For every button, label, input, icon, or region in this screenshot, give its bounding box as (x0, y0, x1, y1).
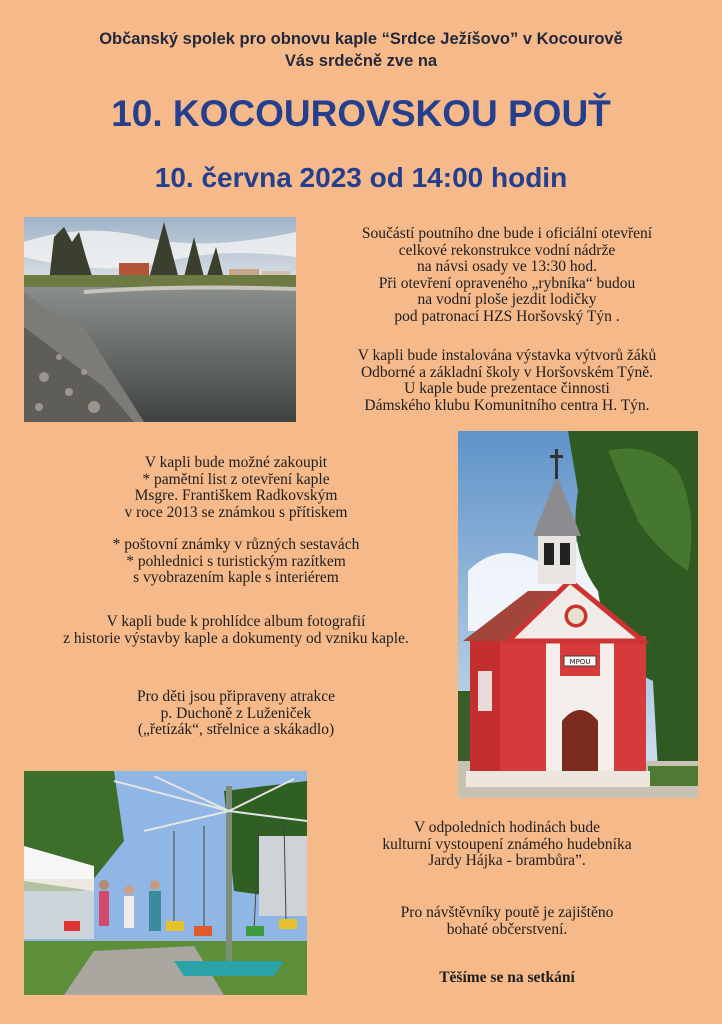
refreshment-text: Pro návštěvníky poutě je zajištěno bohaté občerstvení. (400, 904, 614, 938)
attractions-text: Pro děti jsou připraveny atrakce p. Duchoně z Luženiček („řetízák“, střelnice a skákadlo) (137, 688, 335, 738)
invitation-line: Vás srdečně zve na (284, 52, 438, 70)
souvenir-text: V kapli bude možné zakoupit * pamětní list z otevření kaple Msgre. Františkem Radkovským v roce 2013 se známkou s přítiskem * poštovní známky v různých sestavách * pohlednici s turistickým razítkem s vyobrazením kaple s interiérem (112, 454, 360, 586)
exhibition-text: V kapli bude instalována výstavka výtvorů žáků Odborné a základní školy v Horšovském Týně. U kaple bude prezentace činnosti Dámského klubu Komunitního centra H. Týn. (357, 347, 657, 414)
concert-text: V odpoledních hodinách bude kulturní vystoupení známého hudebníka Jardy Hájka - brambůra”. (382, 819, 632, 869)
event-title: 10. KOCOUROVSKOU POUŤ (111, 93, 611, 134)
closing-text: Těšíme se na setkání (439, 969, 575, 986)
chapel-photo (458, 431, 698, 798)
organizer-line: Občanský spolek pro obnovu kaple “Srdce Ježíšovo” v Kocourově (99, 30, 623, 48)
reopening-text: Součástí poutního dne bude i oficiální otevření celkové rekonstrukce vodní nádrže na návsi osady ve 13:30 hod. Při otevření opraveného „rybníka“ budou na vodní ploše jezdit lodičky pod patronací HZS Horšovský Týn . (361, 225, 653, 325)
event-date: 10. června 2023 od 14:00 hodin (154, 162, 568, 193)
carousel-photo (24, 771, 307, 995)
pond-photo (24, 217, 296, 422)
chapel-sign: MPOU (569, 658, 591, 666)
album-text: V kapli bude k prohlídce album fotografií z historie výstavby kaple a dokumenty od vzniku kaple. (63, 613, 409, 647)
